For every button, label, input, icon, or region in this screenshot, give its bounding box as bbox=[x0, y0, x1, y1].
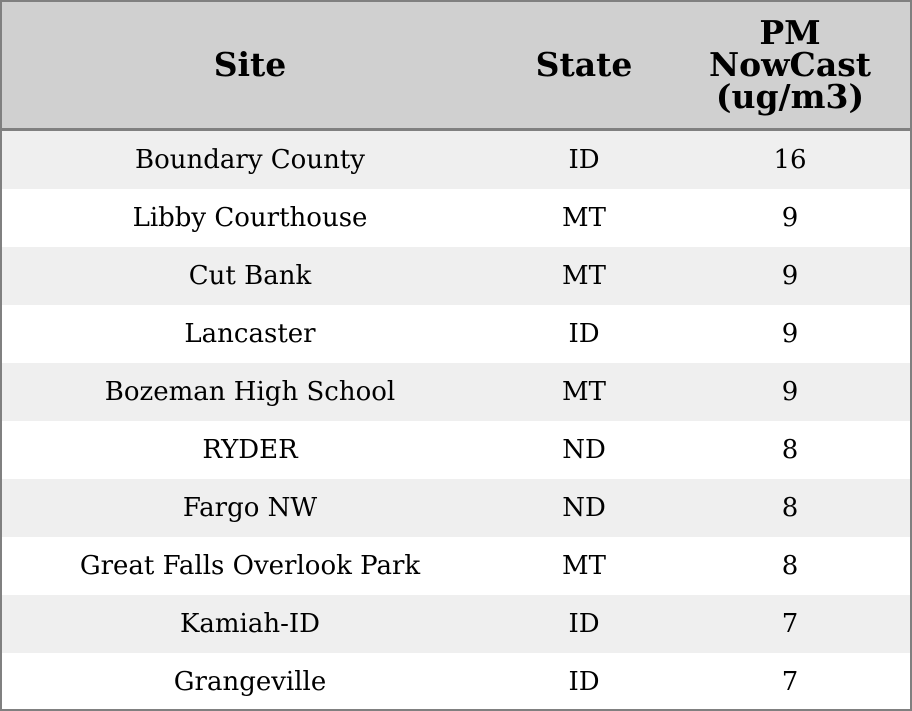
cell-pm-nowcast: 8 bbox=[781, 435, 799, 465]
cell-site: Lancaster bbox=[184, 319, 316, 349]
cell-site: Grangeville bbox=[173, 667, 327, 697]
cell-state: ID bbox=[568, 319, 600, 349]
table-row bbox=[2, 421, 910, 479]
cell-state: ID bbox=[568, 145, 600, 175]
table-row bbox=[2, 247, 910, 305]
table-row bbox=[2, 479, 910, 537]
cell-state: MT bbox=[562, 203, 606, 233]
table-row bbox=[2, 537, 910, 595]
header-site: Site bbox=[213, 45, 287, 84]
cell-site: Great Falls Overlook Park bbox=[79, 551, 421, 581]
cell-pm-nowcast: 9 bbox=[781, 261, 799, 291]
table-body bbox=[2, 131, 910, 711]
table-header bbox=[2, 2, 910, 131]
header-pm-line: (ug/m3) bbox=[715, 77, 865, 116]
header-pm-line: PM bbox=[759, 13, 821, 52]
table-row bbox=[2, 131, 910, 189]
cell-pm-nowcast: 16 bbox=[773, 145, 807, 175]
cell-state: MT bbox=[562, 377, 606, 407]
table-row bbox=[2, 363, 910, 421]
cell-site: RYDER bbox=[202, 435, 298, 465]
cell-site: Fargo NW bbox=[182, 493, 318, 523]
cell-site: Bozeman High School bbox=[104, 377, 396, 407]
cell-pm-nowcast: 9 bbox=[781, 319, 799, 349]
header-pm bbox=[670, 2, 910, 128]
table-row bbox=[2, 305, 910, 363]
table-row bbox=[2, 189, 910, 247]
cell-site: Boundary County bbox=[135, 145, 365, 175]
cell-pm-nowcast: 7 bbox=[781, 667, 799, 697]
cell-site: Cut Bank bbox=[188, 261, 312, 291]
cell-state: MT bbox=[562, 551, 606, 581]
cell-state: ID bbox=[568, 667, 600, 697]
table-row bbox=[2, 595, 910, 653]
cell-state: ND bbox=[562, 435, 606, 465]
cell-state: ID bbox=[568, 609, 600, 639]
table-row bbox=[2, 653, 910, 711]
cell-site: Libby Courthouse bbox=[132, 203, 368, 233]
header-pm-line: NowCast bbox=[708, 45, 872, 84]
cell-site: Kamiah-ID bbox=[179, 609, 321, 639]
header-state: State bbox=[535, 45, 633, 84]
cell-pm-nowcast: 8 bbox=[781, 493, 799, 523]
cell-state: MT bbox=[562, 261, 606, 291]
cell-pm-nowcast: 9 bbox=[781, 377, 799, 407]
cell-pm-nowcast: 8 bbox=[781, 551, 799, 581]
cell-state: ND bbox=[562, 493, 606, 523]
cell-pm-nowcast: 9 bbox=[781, 203, 799, 233]
cell-pm-nowcast: 7 bbox=[781, 609, 799, 639]
